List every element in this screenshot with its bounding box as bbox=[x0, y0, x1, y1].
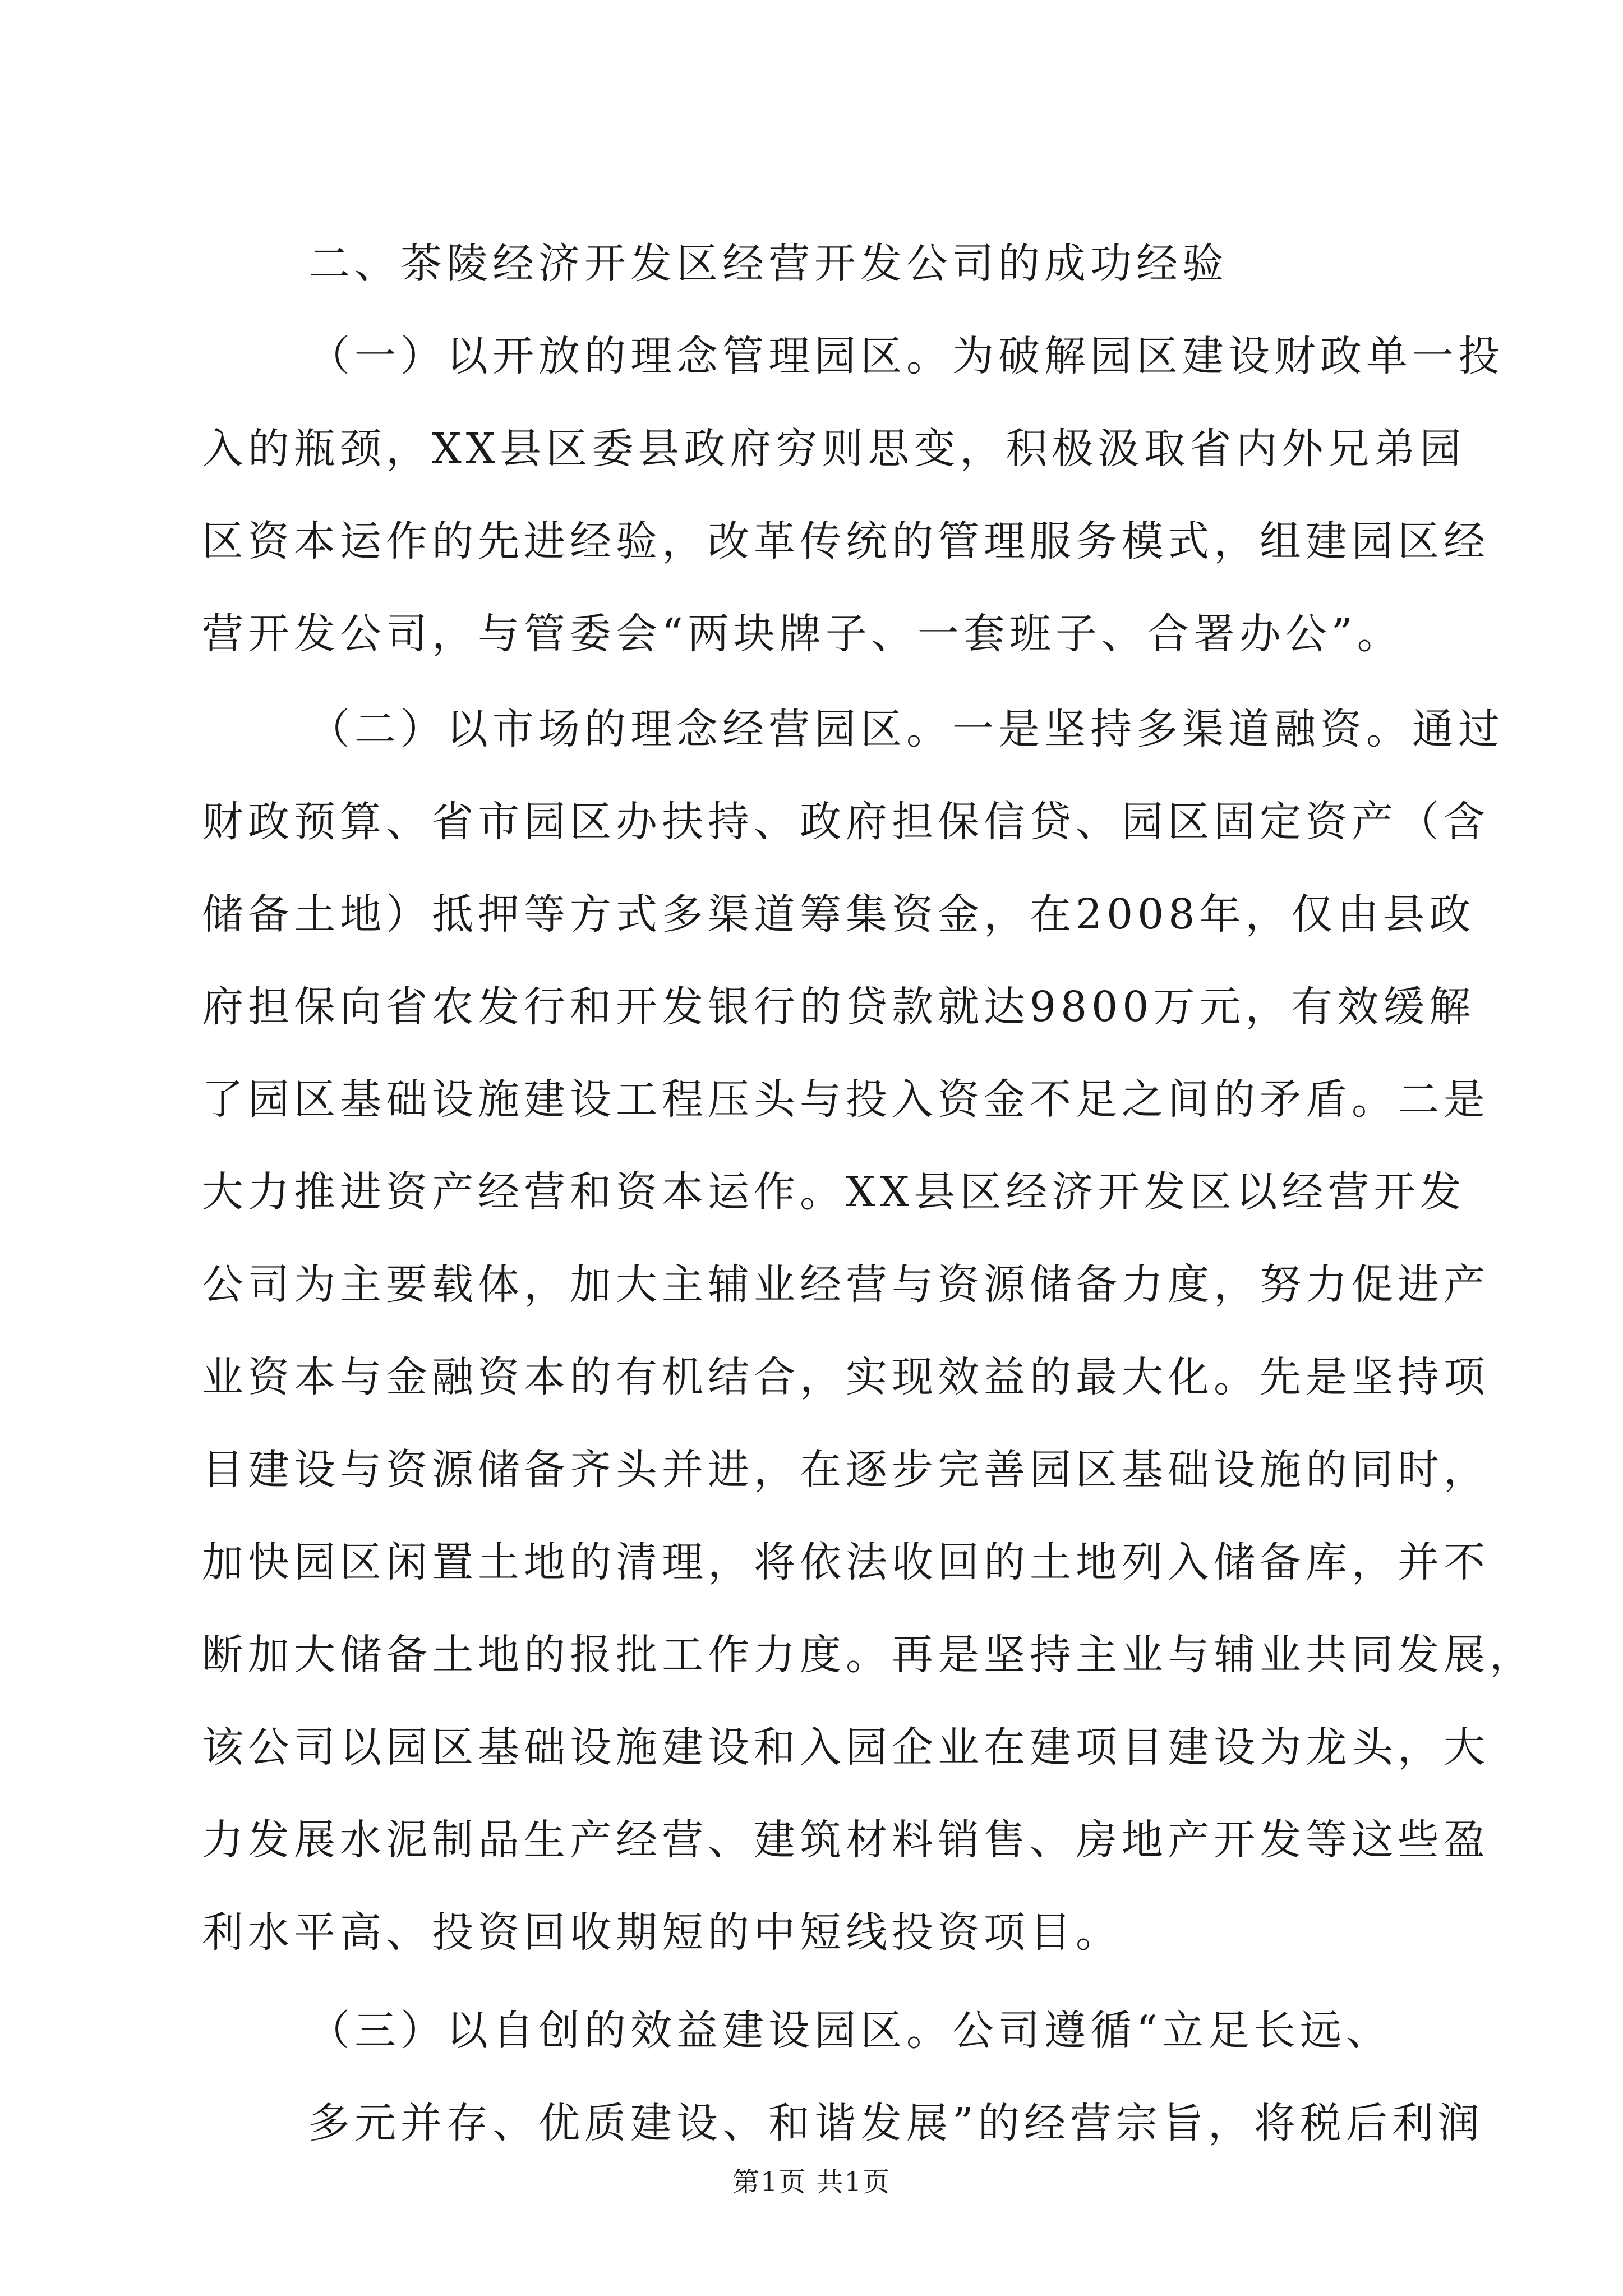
text-line: 财政预算、省市园区办扶持、政府担保信贷、园区固定资产（含 bbox=[202, 798, 1490, 846]
text-line: （一）以开放的理念管理园区。为破解园区建设财政单一投 bbox=[308, 332, 1504, 380]
text-line: 断加大储备土地的报批工作力度。再是坚持主业与辅业共同发展， bbox=[202, 1631, 1536, 1679]
text-line: 业资本与金融资本的有机结合，实现效益的最大化。先是坚持项 bbox=[202, 1353, 1490, 1401]
text-line: 区资本运作的先进经验，改革传统的管理服务模式，组建园区经 bbox=[202, 517, 1490, 565]
text-line: 公司为主要载体，加大主辅业经营与资源储备力度，努力促进产 bbox=[202, 1260, 1490, 1309]
text-line: 入的瓶颈，XX县区委县政府穷则思变，积极汲取省内外兄弟园 bbox=[202, 425, 1466, 473]
page-footer: 第1页 共1页 bbox=[732, 2166, 891, 2198]
text-line: 加快园区闲置土地的清理，将依法收回的土地列入储备库，并不 bbox=[202, 1538, 1490, 1586]
text-line: （二）以市场的理念经营园区。一是坚持多渠道融资。通过 bbox=[308, 705, 1504, 753]
text-line: 府担保向省农发行和开发银行的贷款就达9800万元，有效缓解 bbox=[202, 983, 1476, 1031]
text-line: 该公司以园区基础设施建设和入园企业在建项目建设为龙头，大 bbox=[202, 1723, 1490, 1772]
text-line: （三）以自创的效益建设园区。公司遵循“立足长远、 bbox=[308, 2007, 1392, 2055]
text-line: 多元并存、优质建设、和谐发展”的经营宗旨，将税后利润 bbox=[308, 2099, 1484, 2147]
text-line: 目建设与资源储备齐头并进，在逐步完善园区基础设施的同时， bbox=[202, 1446, 1490, 1494]
text-line: 二、茶陵经济开发区经营开发公司的成功经验 bbox=[308, 240, 1228, 288]
text-line: 利水平高、投资回收期短的中短线投资项目。 bbox=[202, 1908, 1122, 1957]
text-line: 营开发公司，与管委会“两块牌子、一套班子、合署办公”。 bbox=[202, 610, 1403, 658]
text-line: 了园区基础设施建设工程压头与投入资金不足之间的矛盾。二是 bbox=[202, 1075, 1490, 1124]
text-line: 力发展水泥制品生产经营、建筑材料销售、房地产开发等这些盈 bbox=[202, 1816, 1490, 1864]
text-line: 储备土地）抵押等方式多渠道筹集资金，在2008年，仅由县政 bbox=[202, 890, 1476, 938]
text-line: 大力推进资产经营和资本运作。XX县区经济开发区以经营开发 bbox=[202, 1168, 1466, 1216]
